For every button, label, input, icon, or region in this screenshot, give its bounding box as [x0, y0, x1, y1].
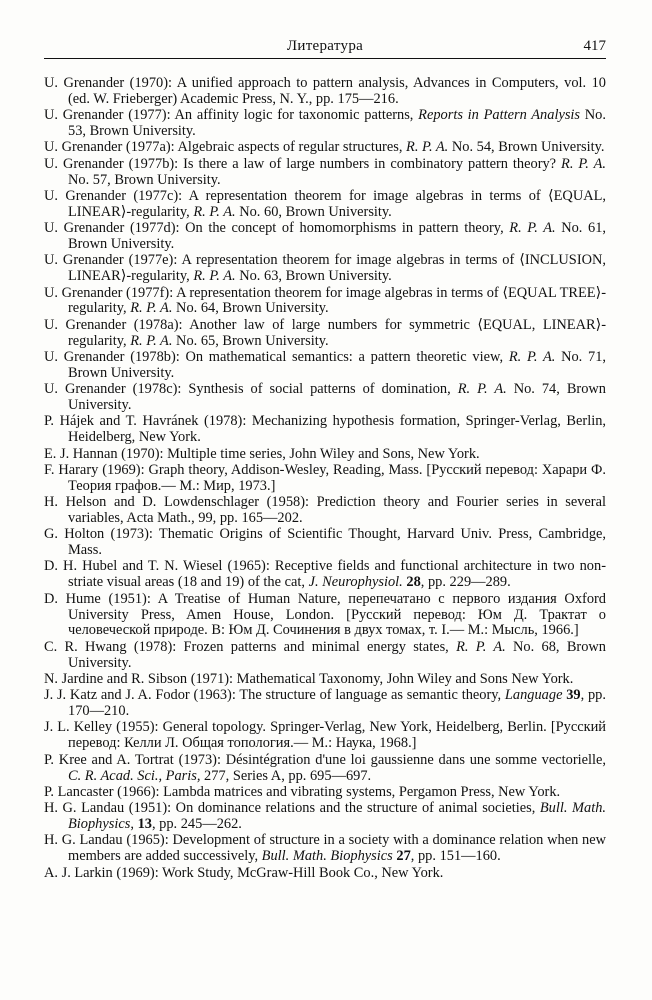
reference-text: N. Jardine and R. Sibson (1971): Mathematical Taxonomy, John Wiley and Sons New York. [44, 670, 574, 687]
reference-entry [44, 527, 606, 559]
reference-entry [44, 253, 606, 285]
reference-text: P. Hájek and T. Havránek (1978): Mechanizing hypothesis formation, Springer-Verlag, Berlin, Heidelberg, New York. [44, 413, 606, 446]
reference-text: U. Grenander (1977f): A representation theorem for image algebras in terms of ⟨EQUAL TREE⟩-regularity, [44, 284, 606, 317]
reference-entry [44, 189, 606, 221]
reference-entry [44, 286, 606, 318]
reference-entry [44, 495, 606, 527]
reference-text: , pp. 151—160. [410, 848, 501, 865]
reference-text: U. Grenander (1977d): On the concept of homomorphisms in pattern theory, [44, 220, 510, 237]
reference-italic: R. P. A. [193, 268, 236, 285]
reference-text: U. Grenander (1977e): A representation theorem for image algebras in terms of ⟨INCLUSION, LINEAR⟩-regularity, [44, 252, 606, 285]
reference-entry [44, 350, 606, 382]
reference-entry [44, 833, 606, 865]
reference-entry [44, 640, 606, 672]
reference-text: P. Lancaster (1966): Lambda matrices and vibrating systems, Pergamon Press, New York. [44, 783, 561, 800]
reference-entry [44, 720, 606, 752]
reference-entry [44, 447, 606, 463]
reference-text: H. Helson and D. Lowdenschlager (1958): Prediction theory and Fourier series in several variables, Acta Math., 99, pp. 165—202. [44, 494, 606, 526]
reference-text: , pp. 170—210. [68, 687, 606, 720]
reference-italic: R. P. A. [193, 203, 236, 220]
reference-text: , [130, 816, 138, 833]
reference-italic: R. P. A. [561, 155, 606, 172]
reference-text: J. J. Katz and J. A. Fodor (1963): The structure of language as semantic theory, [44, 687, 505, 704]
reference-entry [44, 785, 606, 801]
reference-volume: 39 [566, 687, 581, 704]
reference-text: , pp. 245—262. [151, 816, 242, 833]
reference-list [44, 76, 606, 882]
reference-italic: Language [504, 687, 563, 704]
reference-entry [44, 76, 606, 108]
reference-italic: R. P. A. [130, 300, 173, 317]
reference-text: U. Grenander (1978c): Synthesis of social patterns of domination, [44, 381, 458, 398]
reference-text: No. 57, Brown University. [68, 171, 221, 188]
reference-italic: R. P. A. [509, 220, 556, 237]
reference-volume: 28 [406, 574, 421, 591]
reference-entry [44, 382, 606, 414]
reference-text: E. J. Hannan (1970): Multiple time series, John Wiley and Sons, New York. [44, 445, 480, 462]
reference-text: U. Grenander (1977b): Is there a law of large numbers in combinatory pattern theory? [44, 155, 562, 172]
reference-volume: 27 [396, 848, 411, 865]
reference-entry [44, 559, 606, 591]
reference-text: No. 74, Brown University. [68, 381, 607, 414]
reference-italic: R. P. A. [456, 638, 506, 655]
reference-text: No. 68, Brown University. [68, 638, 606, 671]
reference-volume: 13 [137, 816, 152, 833]
reference-text: D. H. Hubel and T. N. Wiesel (1965): Receptive fields and functional architecture in two non-striate visual areas (18 and 19) of the cat, [44, 558, 606, 591]
reference-italic: R. P. A. [130, 332, 173, 349]
reference-text: No. 63, Brown University. [235, 268, 392, 285]
reference-text: U. Grenander (1978b): On mathematical semantics: a pattern theoretic view, [44, 348, 509, 365]
reference-entry [44, 672, 606, 688]
reference-entry [44, 801, 606, 833]
reference-text: H. G. Landau (1951): On dominance relations and the structure of animal societies, [44, 800, 540, 817]
reference-text: No. 53, Brown University. [68, 107, 606, 140]
reference-text: U. Grenander (1977): An affinity logic for taxonomic patterns, [44, 107, 419, 124]
reference-text: P. Kree and A. Tortrat (1973): Désintégration d'une loi gaussienne dans une somme vectorielle, [44, 751, 606, 768]
reference-text: No. 71, Brown University. [68, 348, 606, 381]
reference-text: No. 61, Brown University. [68, 220, 607, 253]
reference-text: U. Grenander (1978a): Another law of large numbers for symmetric ⟨EQUAL, LINEAR⟩-regularity, [44, 316, 606, 349]
reference-text: , pp. 229—289. [420, 574, 511, 591]
reference-text: 277, Series A, pp. 695—697. [200, 767, 372, 784]
reference-text: No. 64, Brown University. [172, 300, 329, 317]
header-title: Литература [286, 38, 364, 54]
page-number: 417 [583, 38, 606, 54]
reference-text: No. 60, Brown University. [235, 203, 392, 220]
reference-italic: Bull. Math. Biophysics [68, 800, 606, 833]
running-header [44, 36, 606, 59]
reference-text: U. Grenander (1977a): Algebraic aspects of regular structures, [44, 139, 407, 156]
reference-italic: Bull. Math. Biophysics [261, 848, 393, 865]
reference-entry [44, 463, 606, 495]
reference-italic: Reports in Pattern Analysis [418, 107, 581, 124]
reference-entry [44, 866, 606, 882]
reference-entry [44, 318, 606, 350]
reference-text: D. Hume (1951): A Treatise of Human Nature, перепечатано с первого издания Oxford University Press, Amen House, London. [Русский перевод: Юм Д. Трактат о человеческой природе. В: Юм Д. Сочинения в двух томах, т. I.— М.: Мысль, 1966.] [44, 590, 606, 639]
reference-text: No. 65, Brown University. [172, 332, 329, 349]
reference-italic: R. P. A. [457, 381, 507, 398]
reference-text: C. R. Hwang (1978): Frozen patterns and minimal energy states, [44, 638, 457, 655]
reference-entry [44, 157, 606, 189]
reference-text: J. L. Kelley (1955): General topology. Springer-Verlag, New York, Heidelberg, Berlin. [Русский перевод: Келли Л. Общая топология.— М.: Наука, 1968.] [44, 719, 606, 752]
reference-italic: C. R. Acad. Sci., Paris, [68, 767, 201, 784]
reference-entry [44, 221, 606, 253]
reference-entry [44, 688, 606, 720]
reference-entry [44, 108, 606, 140]
reference-text: U. Grenander (1970): A unified approach to pattern analysis, Advances in Computers, vol. 10 (ed. W. Frieberger) Academic Press, N. Y., pp. 175—216. [44, 75, 606, 107]
reference-entry [44, 753, 606, 785]
reference-text: G. Holton (1973): Thematic Origins of Scientific Thought, Harvard Univ. Press, Cambridge, Mass. [44, 526, 606, 559]
reference-italic: J. Neurophysiol. [308, 574, 403, 591]
reference-entry [44, 414, 606, 446]
reference-text: H. G. Landau (1965): Development of structure in a society with a dominance relation when new members are added successively, [44, 832, 606, 865]
reference-entry [44, 592, 606, 640]
reference-text: No. 54, Brown University. [448, 139, 605, 156]
reference-italic: R. P. A. [406, 139, 449, 156]
reference-text: F. Harary (1969): Graph theory, Addison-Wesley, Reading, Mass. [Русский перевод: Харари Ф. Теория графов.— М.: Мир, 1973.] [44, 461, 606, 494]
reference-entry [44, 140, 606, 156]
reference-text: U. Grenander (1977c): A representation theorem for image algebras in terms of ⟨EQUAL, LINEAR⟩-regularity, [44, 187, 606, 220]
reference-italic: R. P. A. [508, 348, 556, 365]
reference-text: A. J. Larkin (1969): Work Study, McGraw-Hill Book Co., New York. [44, 864, 444, 881]
